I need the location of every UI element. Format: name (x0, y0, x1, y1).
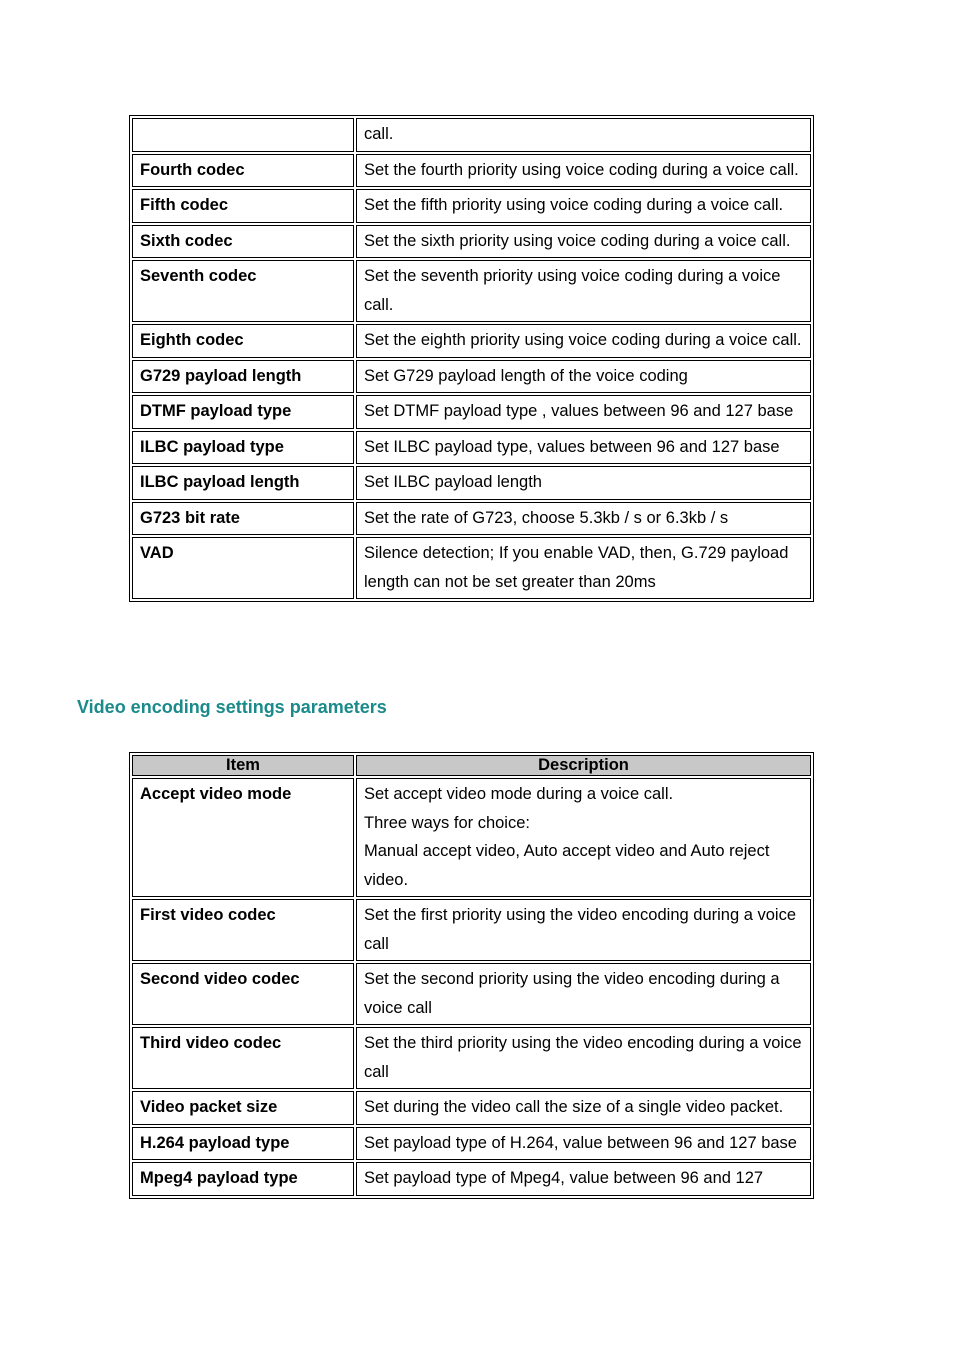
description-line: Set during the video call the size of a single video packet. (364, 1098, 784, 1116)
table-row (132, 466, 811, 500)
row-item: VAD (132, 537, 354, 599)
video-encoding-table (129, 752, 814, 1199)
row-description: Set the sixth priority using voice coding during a voice call. (356, 225, 811, 259)
row-description: Set G729 payload length of the voice coding (356, 360, 811, 394)
table-row (132, 189, 811, 223)
row-item: ILBC payload length (132, 466, 354, 500)
row-item: Eighth codec (132, 324, 354, 358)
row-description: Set DTMF payload type , values between 96 and 127 base (356, 395, 811, 429)
table-row (132, 778, 811, 897)
video-encoding-table-body (132, 778, 811, 1196)
row-item: Seventh codec (132, 260, 354, 322)
table-row (132, 899, 811, 961)
table-row (132, 1162, 811, 1196)
table-row (132, 154, 811, 188)
row-description: call. (356, 118, 811, 152)
row-description: Set the seventh priority using voice coding during a voice call. (356, 260, 811, 322)
header-description: Description (356, 755, 811, 776)
table-row (132, 1027, 811, 1089)
table-row (132, 225, 811, 259)
row-description: Set ILBC payload type, values between 96 and 127 base (356, 431, 811, 465)
table-row (132, 360, 811, 394)
row-item: H.264 payload type (132, 1127, 354, 1161)
description-line: Set the second priority using the video encoding during a voice call (364, 970, 780, 1017)
table-row (132, 1127, 811, 1161)
table-row (132, 395, 811, 429)
description-line: Set payload type of Mpeg4, value between 96 and 127 (364, 1169, 764, 1187)
description-line: Manual accept video, Auto accept video and Auto reject video. (364, 842, 770, 889)
row-item: Fifth codec (132, 189, 354, 223)
voice-codec-table (129, 115, 814, 602)
table-row (132, 1091, 811, 1125)
table-row (132, 963, 811, 1025)
row-item: Mpeg4 payload type (132, 1162, 354, 1196)
table-row (132, 431, 811, 465)
row-description (356, 1127, 811, 1161)
description-line: Set the first priority using the video encoding during a voice call (364, 906, 796, 953)
row-description: Silence detection; If you enable VAD, then, G.729 payload length can not be set greater than 20ms (356, 537, 811, 599)
row-description: Set the eighth priority using voice coding during a voice call. (356, 324, 811, 358)
table-row (132, 324, 811, 358)
row-description: Set the fifth priority using voice coding during a voice call. (356, 189, 811, 223)
row-description: Set the rate of G723, choose 5.3kb / s or 6.3kb / s (356, 502, 811, 536)
row-description (356, 1091, 811, 1125)
description-line: Three ways for choice: (364, 813, 530, 832)
row-item: Accept video mode (132, 778, 354, 897)
voice-codec-table-body (132, 118, 811, 599)
row-item: ILBC payload type (132, 431, 354, 465)
table-row (132, 260, 811, 322)
row-item: First video codec (132, 899, 354, 961)
row-item: Second video codec (132, 963, 354, 1025)
description-line: Set accept video mode during a voice call. (364, 785, 674, 803)
row-description (356, 1027, 811, 1089)
row-item: DTMF payload type (132, 395, 354, 429)
row-description (356, 963, 811, 1025)
table-row (132, 118, 811, 152)
row-description: Set the fourth priority using voice coding during a voice call. (356, 154, 811, 188)
section-title: Video encoding settings parameters (77, 697, 387, 717)
row-item: Video packet size (132, 1091, 354, 1125)
row-description (356, 778, 811, 897)
header-item: Item (132, 755, 354, 776)
row-item: Third video codec (132, 1027, 354, 1089)
row-item: G723 bit rate (132, 502, 354, 536)
description-line: Set payload type of H.264, value between 96 and 127 base (364, 1133, 797, 1152)
row-description (356, 1162, 811, 1196)
row-description (356, 899, 811, 961)
description-line: Set the third priority using the video encoding during a voice call (364, 1034, 802, 1081)
table-row (132, 502, 811, 536)
table-row (132, 537, 811, 599)
row-item: Fourth codec (132, 154, 354, 188)
row-item: Sixth codec (132, 225, 354, 259)
row-item: G729 payload length (132, 360, 354, 394)
row-item (132, 118, 354, 152)
row-description: Set ILBC payload length (356, 466, 811, 500)
table-header-row (132, 755, 811, 776)
